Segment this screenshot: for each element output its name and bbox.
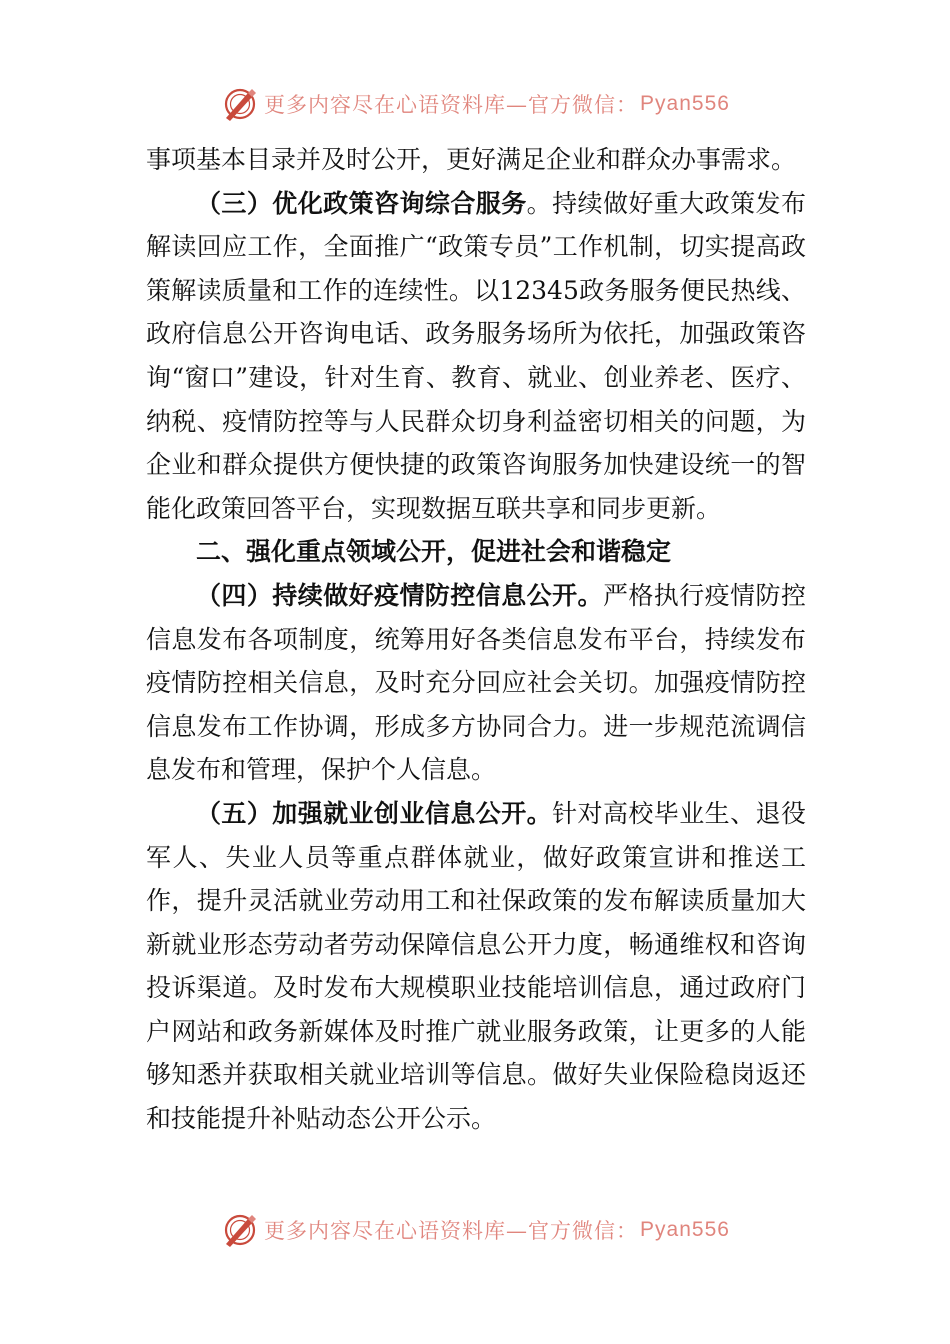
watermark-handle: Pyan556: [640, 92, 730, 115]
paragraph-continuation: [146, 138, 806, 182]
document-body: [146, 138, 806, 1141]
watermark-banner-bottom: [0, 1206, 950, 1254]
paragraph-title: （三）优化政策咨询综合服务: [196, 188, 527, 218]
paragraph-employment-info: [146, 792, 806, 1141]
pen-logo-icon: [220, 1210, 260, 1250]
paragraph-title: （五）加强就业创业信息公开。: [196, 798, 553, 828]
section-heading: 二、强化重点领域公开，促进社会和谐稳定: [196, 537, 672, 567]
pen-logo-icon: [220, 84, 260, 124]
paragraph-policy-consulting: [146, 182, 806, 531]
paragraph-text: 事项基本目录并及时公开，更好满足企业和群众办事需求。: [146, 145, 797, 174]
watermark-banner-top: [0, 80, 950, 128]
watermark-text: 更多内容尽在心语资料库—官方微信：: [264, 1219, 639, 1243]
watermark-handle: Pyan556: [640, 1218, 730, 1241]
watermark-text: 更多内容尽在心语资料库—官方微信：: [264, 93, 639, 117]
paragraph-text: 严格执行疫情防控信息发布各项制度，统筹用好各类信息发布平台，持续发布疫情防控相关信息，及时充分回应社会关切。加强疫情防控信息发布工作协调，形成多方协同合力。进一步规范流调信息发布和管理，保护个人信息。: [146, 580, 806, 785]
paragraph-text: 针对高校毕业生、退役军人、失业人员等重点群体就业，做好政策宣讲和推送工作，提升灵活就业劳动用工和社保政策的发布解读质量加大新就业形态劳动者劳动保障信息公开力度，畅通维权和咨询投诉渠道。及时发布大规模职业技能培训信息，通过政府门户网站和政务新媒体及时推广就业服务政策，让更多的人能够知悉并获取相关就业培训等信息。做好失业保险稳岗返还和技能提升补贴动态公开公示。: [146, 798, 806, 1134]
paragraph-epidemic-info: [146, 574, 806, 792]
paragraph-title: （四）持续做好疫情防控信息公开。: [196, 580, 603, 610]
paragraph-text: 。持续做好重大政策发布解读回应工作，全面推广“政策专员”工作机制，切实提高政策解读质量和工作的连续性。以12345政务服务便民热线、政府信息公开咨询电话、政务服务场所为依托，加强政策咨询“窗口”建设，针对生育、教育、就业、创业养老、医疗、纳税、疫情防控等与人民群众切身利益密切相关的问题，为企业和群众提供方便快捷的政策咨询服务加快建设统一的智能化政策回答平台，实现数据互联共享和同步更新。: [146, 188, 806, 523]
